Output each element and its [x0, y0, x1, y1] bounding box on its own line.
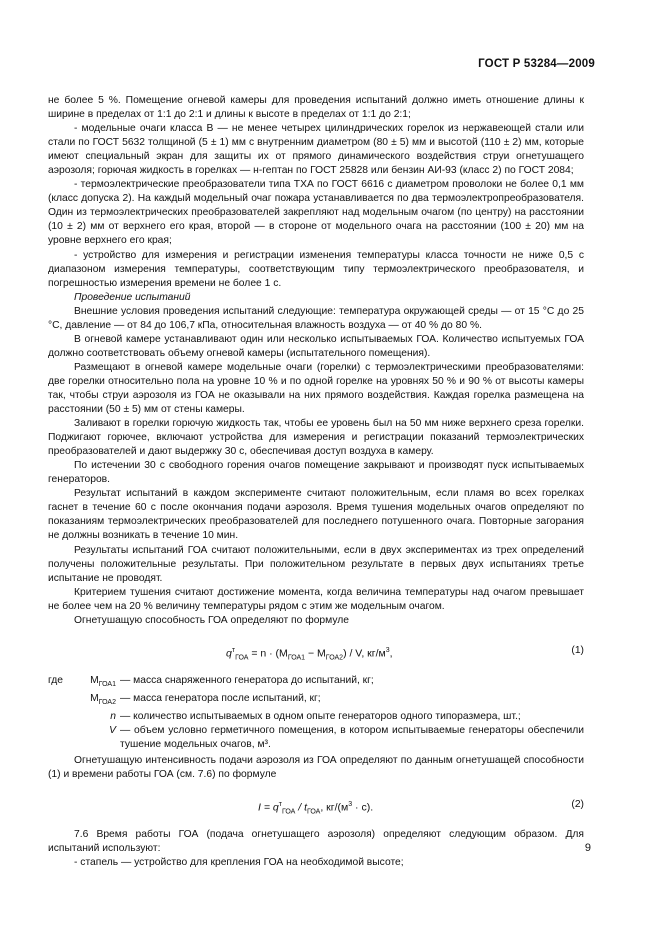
definition-item: V — объем условно герметичного помещения, в котором испытываемые генераторы обеспечили тушение модельных очагов, м³.	[109, 725, 584, 751]
standard-header: ГОСТ Р 53284—2009	[478, 58, 595, 70]
definitions-list	[48, 674, 584, 752]
paragraph: Результаты испытаний ГОА считают положительными, если в двух экспериментах из трех определений получены положительные результаты. При положительном результате в первых двух испытаниях третье испытание не проводят.	[48, 544, 584, 584]
formula-1	[48, 640, 584, 664]
paragraph: не более 5 %. Помещение огневой камеры для проведения испытаний должно иметь отношение длины к ширине в пределах от 1:1 до 2:1 и длины к высоте в пределах от 1:1 до 2:1;	[48, 95, 584, 121]
list-item: - термоэлектрические преобразователи типа ТХА по ГОСТ 6616 с диаметром проволоки не более 0,1 мм (класс допуска 2). На каждый модельный очаг пожара устанавливается по два термоэлектропреобразователя. Один из термоэлектрических преобразователей закрепляют над модельным очагом (по центру) на расстоянии (10 ± 2) мм от верхнего его края, второй — в стороне от модельного очага на расстоянии (100 ± 20) мм на уровне верхнего его края;	[48, 179, 584, 247]
document-body	[48, 94, 584, 870]
formula-2	[48, 794, 584, 818]
paragraph: Критерием тушения считают достижение момента, когда величина температуры над очагом превышает не более чем на 20 % величину температуры рядом с этим же модельным очагом.	[48, 586, 584, 612]
definition-item: где $M_{ГОА1}$ — масса снаряженного генератора до испытаний, кг;	[48, 674, 374, 688]
list-item: - устройство для измерения и регистрации изменения температуры класса точности не ниже 0,5 с диапазоном измерения температуры, соответствующим типу термоэлектрического преобразователя, и погрешностью измерения времени не более 1 с.	[48, 249, 584, 289]
paragraph: 7.6 Время работы ГОА (подача огнетушащего аэрозоля) определяют следующим образом. Для испытаний используют:	[48, 829, 584, 855]
paragraph: По истечении 30 с свободного горения очагов помещение закрывают и производят пуск испытываемых генераторов.	[48, 460, 584, 486]
paragraph: Огнетушащую способность ГОА определяют по формуле	[74, 614, 349, 626]
paragraph: Заливают в горелки горючую жидкость так, чтобы ее уровень был на 50 мм ниже верхнего среза горелки. Поджигают горючее, включают устройства для измерения и регистрации показаний термоэлектрических преобразователей и дают выдержку 30 с, обеспечивая доступ воздуха в камеру.	[48, 418, 584, 458]
formula-1-number: (1)	[571, 644, 584, 656]
paragraph: Результат испытаний в каждом эксперименте считают положительным, если пламя во всех горелках гаснет в течение 60 с после окончания подачи аэрозоля. Время тушения модельных очагов определяют по показаниям термоэлектрических преобразователей для последнего потушенного очага. Повторные загорания не должны возникать в течение 10 мин.	[48, 488, 584, 542]
formula-2-expression: $I = q^т_{ГОА} / t_{ГОА}$, $кг/(м^3 \cdot с)$.	[258, 801, 374, 816]
formula-2-number: (2)	[571, 799, 584, 811]
paragraph: В огневой камере устанавливают один или несколько испытываемых ГОА. Количество испытуемых ГОА должно соответствовать объему огневой камеры (испытательного помещения).	[48, 333, 584, 359]
page-number: 9	[584, 842, 591, 854]
section-subheading: Проведение испытаний	[74, 291, 191, 303]
paragraph: Внешние условия проведения испытаний следующие: температура окружающей среды — от 15 °С до 25 °С, давление — от 84 до 106,7 кПа, относительная влажность воздуха — от 40 % до 80 %.	[48, 305, 584, 331]
definition-item: n — количество испытываемых в одном опыте генераторов одного типоразмера, шт.;	[110, 710, 521, 722]
paragraph: Размещают в огневой камере модельные очаги (горелки) с термоэлектрическими преобразователями: две горелки относительно пола на уровне 10 % и по одной горелке на уровнях 50 % и 90 % от высоты камеры так, чтобы струи аэрозоля из ГОА не оказывали на них прямого воздействия. Каждая горелка размещена на расстоянии (50 ± 5) мм от стены камеры.	[48, 361, 584, 416]
paragraph: Огнетушащую интенсивность подачи аэрозоля из ГОА определяют по данным огнетушащей способности (1) и времени работы ГОА (см. 7.6) по формуле	[48, 755, 584, 781]
formula-1-expression: $q^т_{ГОА} = n \cdot (M_{ГОА1} - M_{ГОА2}) / V$, $кг/м^3$,	[226, 646, 393, 662]
list-item: - модельные очаги класса В — не менее четырех цилиндрических горелок из нержавеющей стали или стали по ГОСТ 5632 толщиной (5 ± 1) мм с внутренним диаметром (80 ± 5) мм и высотой (110 ± 2) мм, которые имеют специальный экран для защиты их от прямого динамического воздействия струи огнетушащего аэрозоля; горючая жидкость в горелках — н-гептан по ГОСТ 25828 или бензин АИ-93 (класс 2) по ГОСТ 2084;	[48, 123, 584, 177]
list-item: - стапель — устройство для крепления ГОА на необходимой высоте;	[74, 857, 404, 869]
definition-item: $M_{ГОА2}$ — масса генератора после испытаний, кг;	[90, 692, 321, 706]
